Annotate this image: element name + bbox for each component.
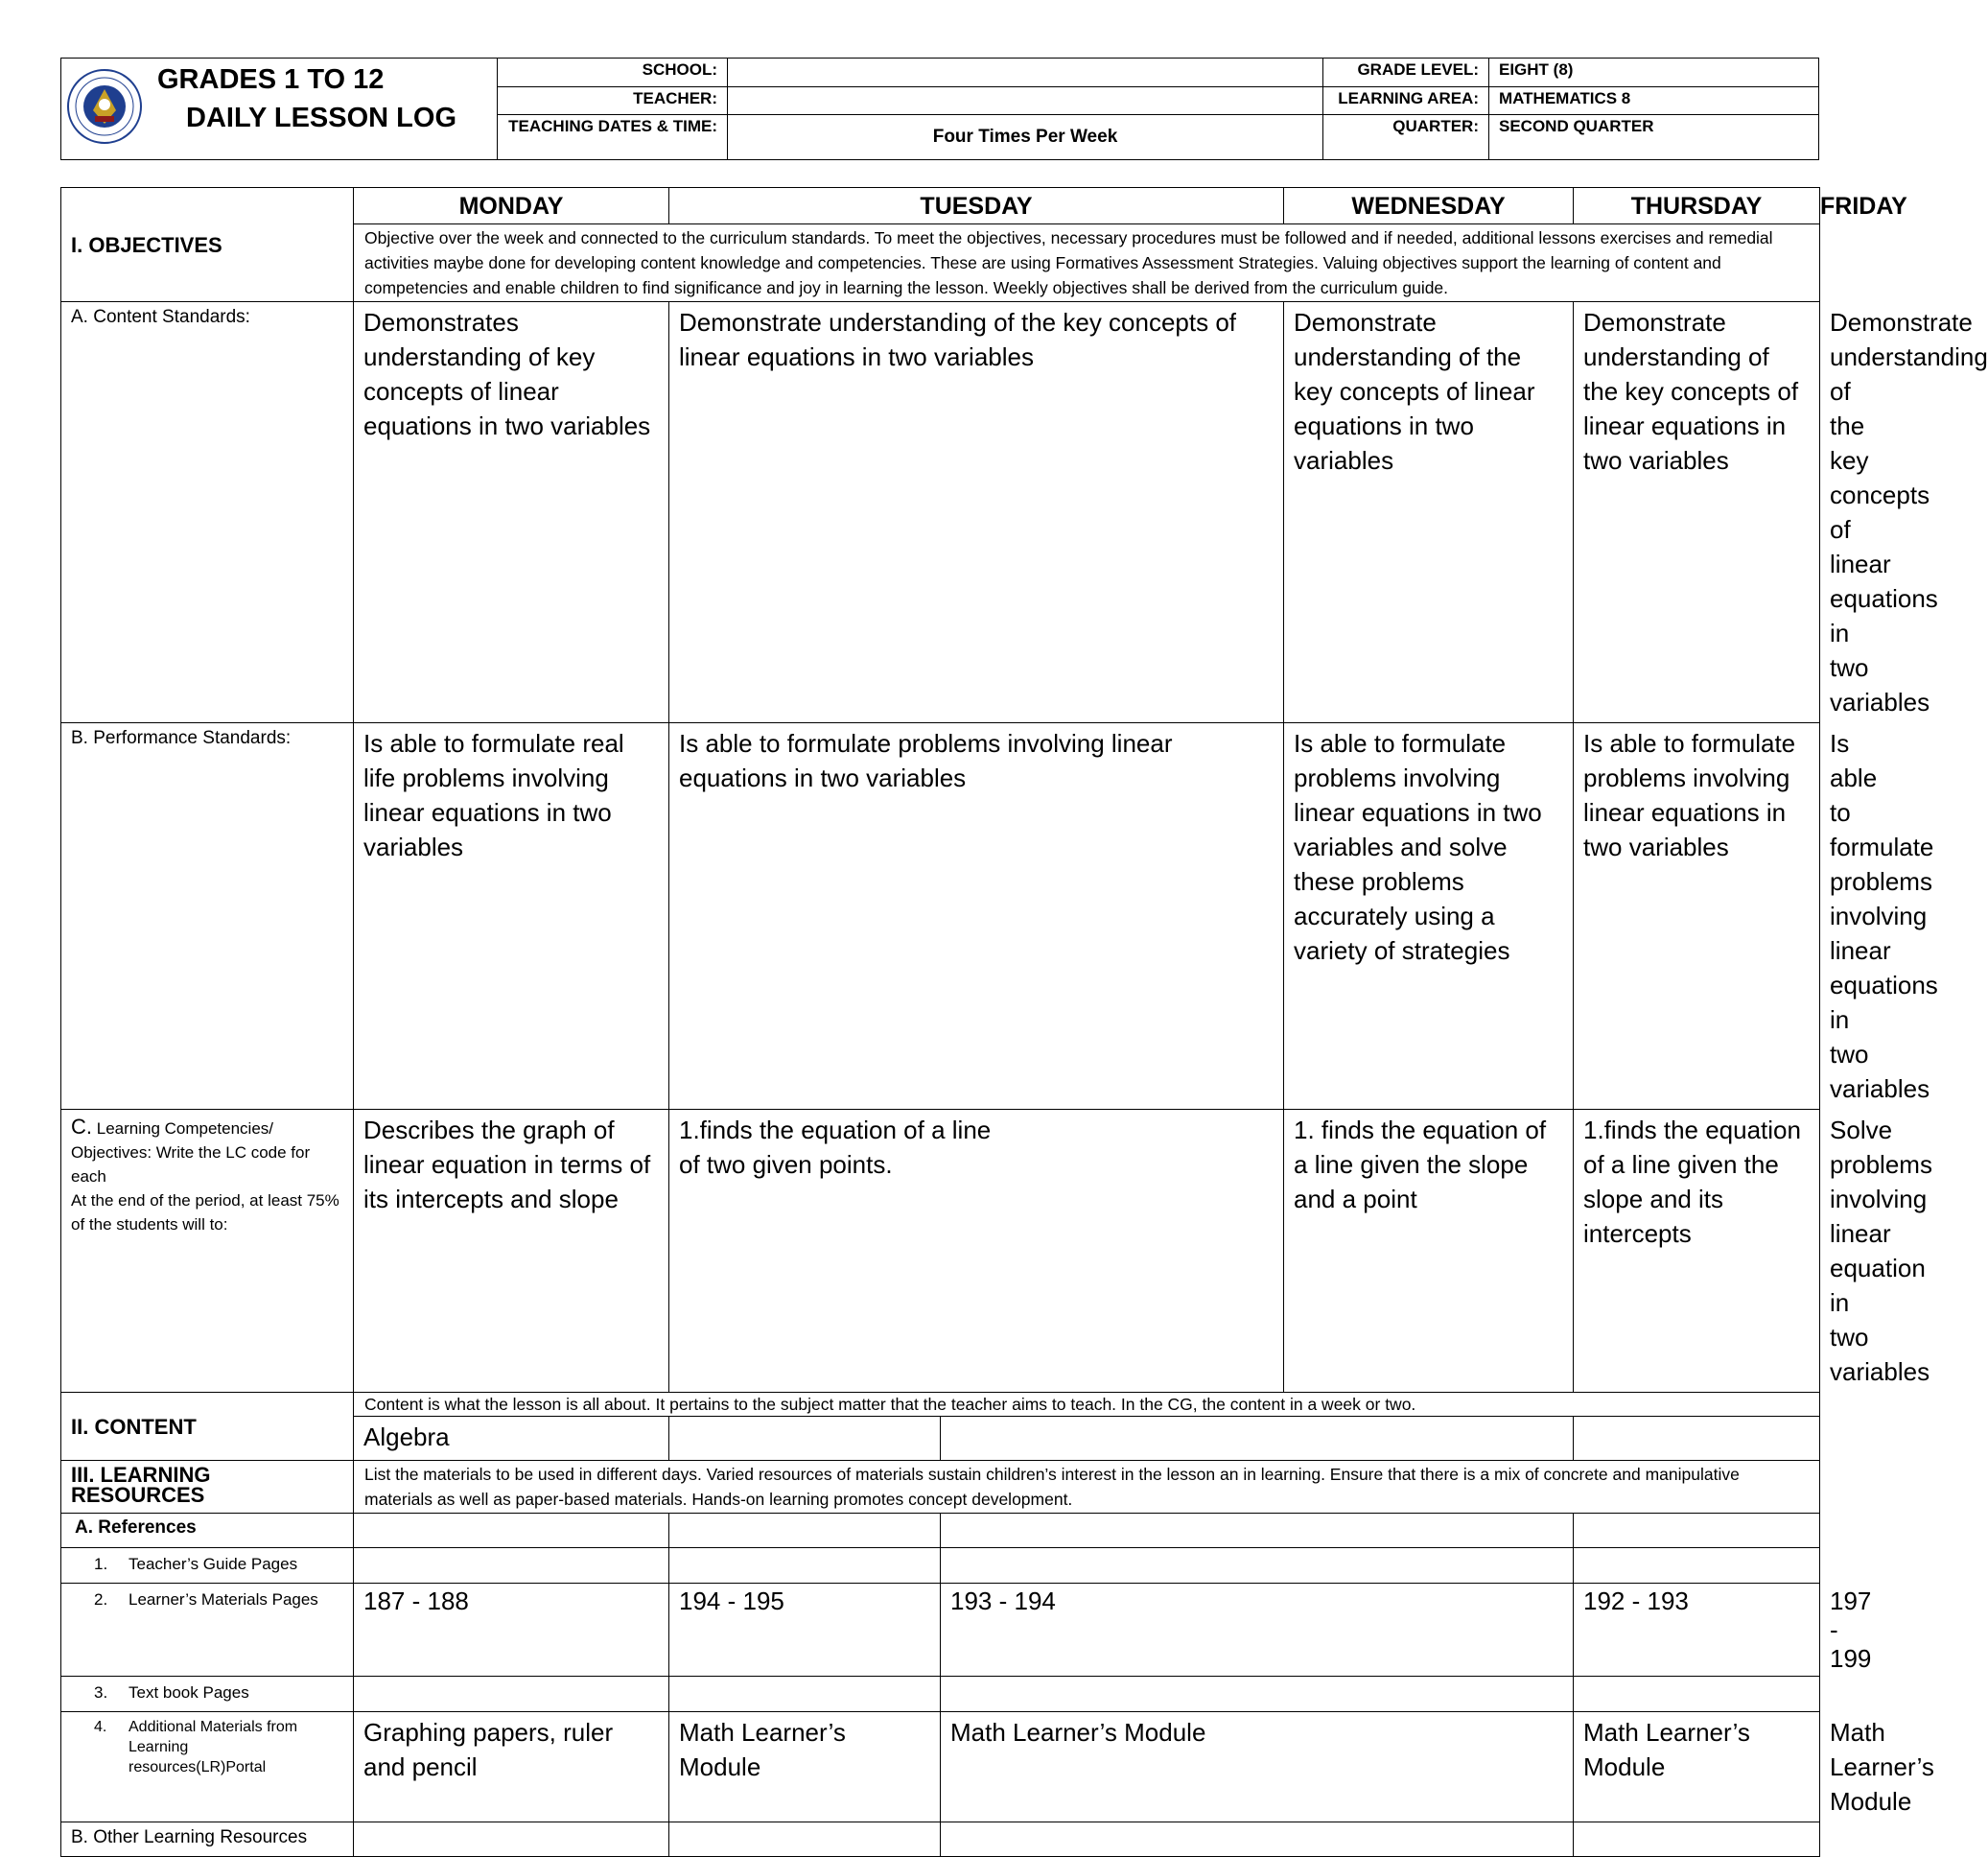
competencies-label: [61, 1110, 354, 1393]
references-wednesday[interactable]: [941, 1514, 1574, 1548]
learning-resources-description: List the materials to be used in different days. Varied resources of materials sustain children’s interest in the lesson an in learning. Ensure that there is a mix of concrete and manipulative materials as well as paper-based materials. Hands-on learning promotes concept development.: [354, 1461, 1820, 1514]
tg-pages-number: 1.: [94, 1555, 108, 1573]
textbook-pages-tuesday[interactable]: [669, 1677, 941, 1712]
lesson-log-table: I. OBJECTIVES MONDAY TUESDAY WEDNESDAY THURSDAY FRIDAY Objective over the week and connected to the curriculum standards. To meet the objectives, necessary procedures must be followed and if needed, additional lessons exercises and remedial activities maybe done for developing content knowledge and competencies. These are using Formatives Assessment Strategies. Valuing objectives support the learning of content and competencies and enable children to find significance and joy in learning the lesson. Weekly objectives shall be derived from the curriculum guide. A. Content Standards: Demonstrates understanding of key concepts of linear equations in two variables Demonstrate understanding of the key concepts of linear equations in two variables Demonstrate understanding of the key concepts of linear equations in two variables Demonstrate understanding of the key concepts of linear equations in two variables Demonstrate understanding of the key concepts of linear equations in two variables B. Performance Standards: Is able to formulate real life problems involving linear equations in two variables Is able to formulate problems involving linear equations in two variables Is able to formulate problems involving linear equations in two variables and solve these problems accurately using a variety of strategies Is able to formulate problems involving linear equations in two variables Is able to formulate problems involving linear equations in two variables C. Learning Competencies/ Objectives: Write the LC code for each At the end of the period, at least 75% of the students will to: Describes the graph of linear equation in terms of its intercepts and slope 1.finds the equation of a line of two given points. 1. finds the equation of a line given the slope and a point 1.finds the equation of a line given the slope and its intercepts Solve problems involving linear equation in two variables II. CONTENT Content is what the lesson is all about. It pertains to the subject matter that the teacher aims to teach. In the CG, the content in a week or two. Algebra III. LEARNING RESOURCES List the materials to be used in different days. Varied resources of materials sustain children’s interest in the lesson an in learning. Ensure that there is a mix of concrete and manipulative materials as well as paper-based materials. Hands-on learning promotes concept development. A. References 1. Teacher’s Guide Pages 2. Learner’s Materials Pages 187 - 188 194 - 195 193 - 194 192 - 193 197 - 199 3. Text book Pages 4. Additional Materials from Learning resources(LR)Portal Graphing papers, ruler and pencil Math Learner’s Module Math Learner’s Module Math Learner’s Module Math Learner’s Module B. Other Learning Resources: [60, 187, 1820, 1857]
references-thursday[interactable]: [1574, 1514, 1820, 1548]
other-resources-thursday[interactable]: [1574, 1822, 1820, 1857]
tg-pages-label: [61, 1548, 354, 1584]
lm-pages-monday[interactable]: 187 - 188: [354, 1584, 669, 1677]
other-resources-label: B. Other Learning Resources: [61, 1822, 354, 1857]
document-title: [148, 59, 498, 160]
lm-pages-label: [61, 1584, 354, 1677]
day-header-wednesday: WEDNESDAY: [1284, 188, 1574, 224]
title-line-1: GRADES 1 TO 12: [157, 64, 385, 95]
grade-level-field[interactable]: EIGHT (8): [1489, 59, 1819, 87]
references-tuesday[interactable]: [669, 1514, 941, 1548]
teacher-field[interactable]: [728, 87, 1323, 115]
quarter-label: QUARTER:: [1323, 115, 1489, 160]
objectives-description: Objective over the week and connected to the curriculum standards. To meet the objectives, necessary procedures must be followed and if needed, additional lessons exercises and remedial activities maybe done for developing content knowledge and competencies. These are using Formatives Assessment Strategies. Valuing objectives support the learning of content and competencies and enable children to find significance and joy in learning the lesson. Weekly objectives shall be derived from the curriculum guide.: [354, 224, 1820, 302]
competency-thursday[interactable]: 1.finds the equation of a line given the slope and its intercepts: [1574, 1110, 1820, 1393]
content-standard-wednesday[interactable]: Demonstrate understanding of the key concepts of linear equations in two variables: [1284, 302, 1574, 723]
performance-standards-label: B. Performance Standards:: [61, 723, 354, 1110]
objectives-heading: I. OBJECTIVES: [61, 188, 354, 302]
lm-pages-thursday[interactable]: 192 - 193: [1574, 1584, 1820, 1677]
content-tuesday[interactable]: [669, 1417, 941, 1461]
school-label: SCHOOL:: [498, 59, 728, 87]
content-heading: II. CONTENT: [61, 1393, 354, 1461]
teaching-dates-field[interactable]: Four Times Per Week: [728, 115, 1323, 160]
performance-standard-thursday[interactable]: Is able to formulate problems involving linear equations in two variables: [1574, 723, 1820, 1110]
performance-standard-wednesday[interactable]: Is able to formulate problems involving linear equations in two variables and solve these problems accurately using a variety of strategies: [1284, 723, 1574, 1110]
grade-level-label: GRADE LEVEL:: [1323, 59, 1489, 87]
tg-pages-text: Teacher’s Guide Pages: [129, 1555, 298, 1573]
tg-pages-tuesday[interactable]: [669, 1548, 941, 1584]
competencies-label-letter: C.: [71, 1115, 92, 1139]
competency-tuesday-line1: 1.finds the equation of a line: [679, 1116, 992, 1144]
performance-standard-tuesday[interactable]: Is able to formulate problems involving linear equations in two variables: [669, 723, 1284, 1110]
content-standards-label: A. Content Standards:: [61, 302, 354, 723]
tg-pages-thursday[interactable]: [1574, 1548, 1820, 1584]
teaching-dates-label: TEACHING DATES & TIME:: [498, 115, 728, 160]
tg-pages-wednesday[interactable]: [941, 1548, 1574, 1584]
lm-pages-tuesday[interactable]: 194 - 195: [669, 1584, 941, 1677]
teacher-label: TEACHER:: [498, 87, 728, 115]
textbook-pages-wednesday[interactable]: [941, 1677, 1574, 1712]
learning-resources-heading: III. LEARNING RESOURCES: [61, 1461, 354, 1514]
competency-wednesday[interactable]: 1. finds the equation of a line given the slope and a point: [1284, 1110, 1574, 1393]
school-field[interactable]: [728, 59, 1323, 87]
content-standard-thursday[interactable]: Demonstrate understanding of the key concepts of linear equations in two variables: [1574, 302, 1820, 723]
performance-standard-monday[interactable]: Is able to formulate real life problems involving linear equations in two variables: [354, 723, 669, 1110]
content-description: Content is what the lesson is all about. It pertains to the subject matter that the teacher aims to teach. In the CG, the content in a week or two.: [354, 1393, 1820, 1417]
competencies-label-text: Learning Competencies/ Objectives: Write the LC code for each: [71, 1119, 311, 1186]
competency-monday[interactable]: Describes the graph of linear equation in terms of its intercepts and slope: [354, 1110, 669, 1393]
additional-materials-monday[interactable]: Graphing papers, ruler and pencil: [354, 1712, 669, 1822]
content-monday[interactable]: Algebra: [354, 1417, 669, 1461]
content-wednesday[interactable]: [941, 1417, 1574, 1461]
additional-materials-thursday[interactable]: Math Learner’s Module: [1574, 1712, 1820, 1822]
additional-materials-number: 4.: [94, 1719, 107, 1735]
competency-tuesday-line2: of two given points.: [679, 1150, 893, 1179]
day-header-tuesday: TUESDAY: [669, 188, 1284, 224]
lm-pages-number: 2.: [94, 1590, 108, 1609]
day-header-monday: MONDAY: [354, 188, 669, 224]
deped-seal-icon: [66, 66, 143, 147]
textbook-pages-thursday[interactable]: [1574, 1677, 1820, 1712]
references-label: A. References: [61, 1514, 354, 1548]
competency-tuesday[interactable]: [669, 1110, 1284, 1393]
additional-materials-text: Additional Materials from Learning resources(LR)Portal: [129, 1719, 298, 1775]
additional-materials-label: [61, 1712, 354, 1822]
lm-pages-wednesday[interactable]: 193 - 194: [941, 1584, 1574, 1677]
deped-seal: [61, 59, 149, 160]
references-monday[interactable]: [354, 1514, 669, 1548]
textbook-pages-monday[interactable]: [354, 1677, 669, 1712]
textbook-pages-number: 3.: [94, 1683, 108, 1702]
day-header-thursday: THURSDAY: [1574, 188, 1820, 224]
learning-area-field[interactable]: MATHEMATICS 8: [1489, 87, 1819, 115]
textbook-pages-text: Text book Pages: [129, 1683, 249, 1702]
content-standard-monday[interactable]: Demonstrates understanding of key concepts of linear equations in two variables: [354, 302, 669, 723]
tg-pages-monday[interactable]: [354, 1548, 669, 1584]
other-resources-monday[interactable]: [354, 1822, 669, 1857]
title-line-2: DAILY LESSON LOG: [186, 103, 456, 133]
content-thursday[interactable]: [1574, 1417, 1820, 1461]
other-resources-tuesday[interactable]: [669, 1822, 941, 1857]
content-standard-tuesday[interactable]: Demonstrate understanding of the key concepts of linear equations in two variables: [669, 302, 1284, 723]
other-resources-wednesday[interactable]: [941, 1822, 1574, 1857]
lm-pages-text: Learner’s Materials Pages: [129, 1590, 318, 1609]
learning-area-label: LEARNING AREA:: [1323, 87, 1489, 115]
competencies-label-extra: At the end of the period, at least 75% of the students will to:: [71, 1191, 339, 1234]
additional-materials-tuesday[interactable]: Math Learner’s Module: [669, 1712, 941, 1822]
additional-materials-wednesday[interactable]: Math Learner’s Module: [941, 1712, 1574, 1822]
quarter-field[interactable]: SECOND QUARTER: [1489, 115, 1819, 160]
header-table: [60, 58, 1819, 160]
textbook-pages-label: [61, 1677, 354, 1712]
